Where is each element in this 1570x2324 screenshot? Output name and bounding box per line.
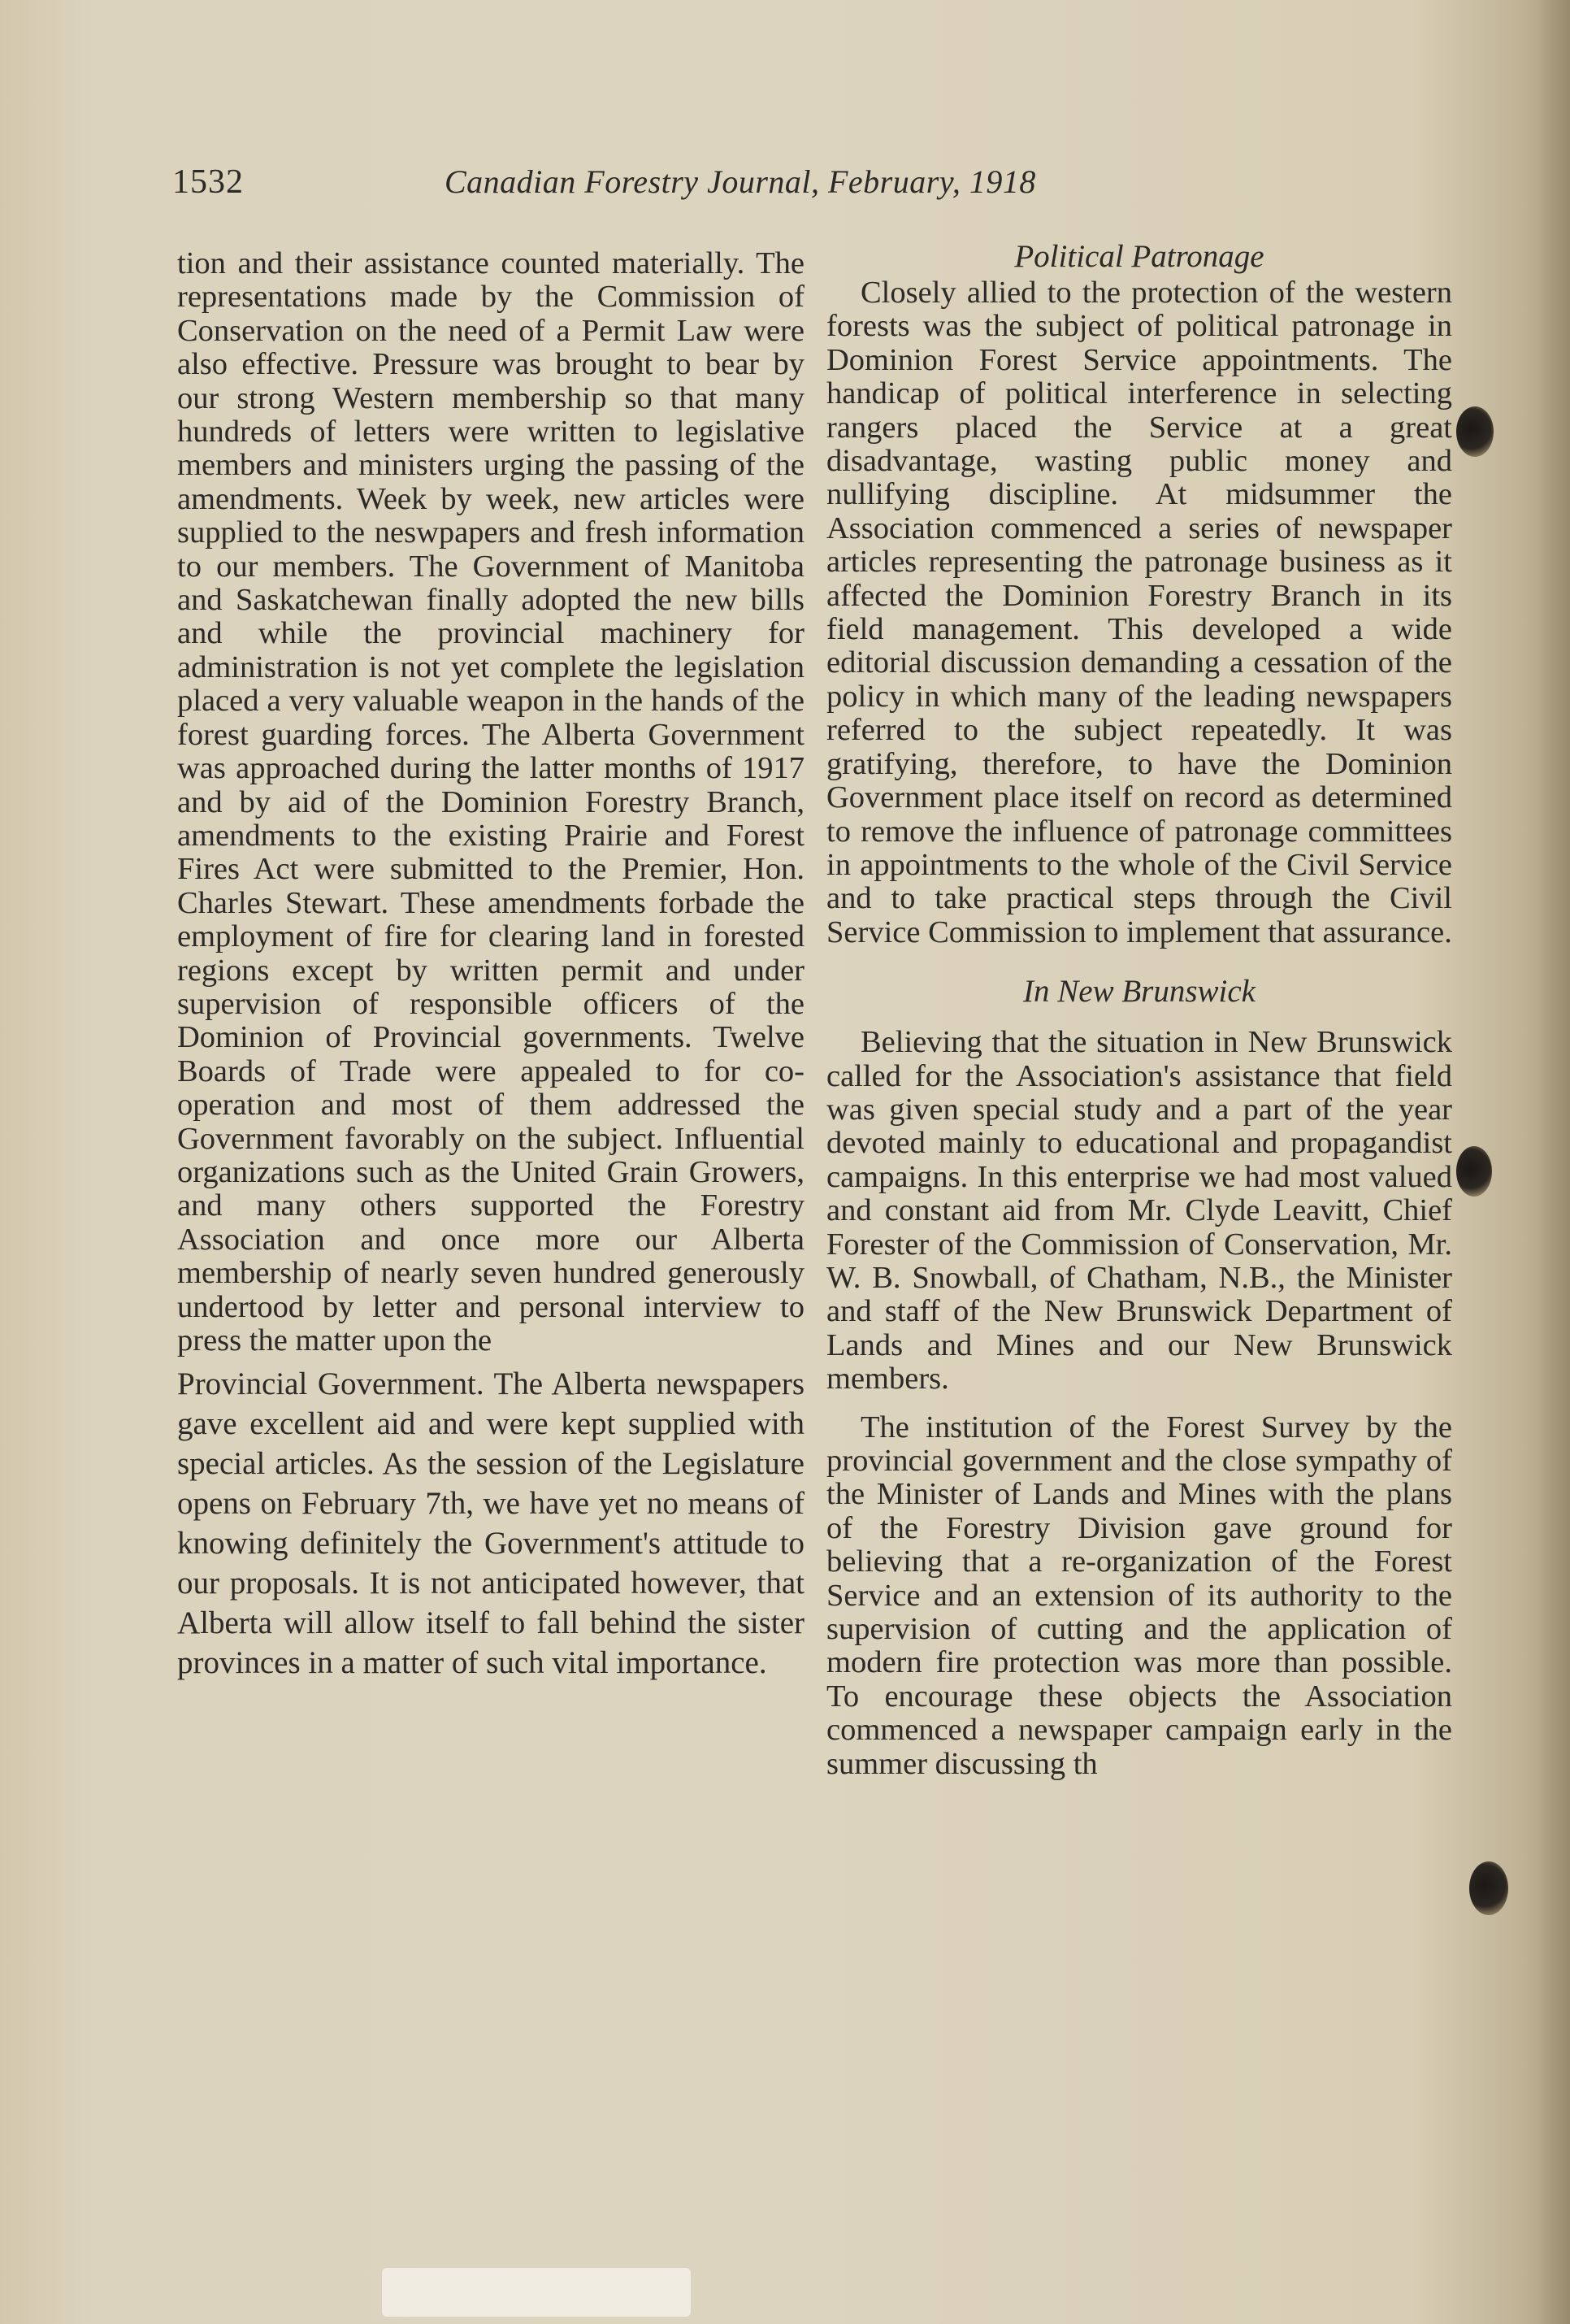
page-binding-shadow (1537, 0, 1570, 2324)
left-column (177, 247, 805, 1683)
binding-hole-top (1456, 406, 1494, 457)
right-paragraph-1: Closely allied to the protection of the western forests was the subject of political patronage in Dominion Forest Service appointments. The handicap of political interference in selecting rangers placed the Service at a great disadvantage, wasting public money and nullifying discipline. At midsummer the Association commenced a series of newspaper articles representing the patronage business as it affected the Dominion Forestry Branch in its field management. This developed a wide editorial discussion demanding a cessation of the policy in which many of the leading newspapers referred to the subject repeatedly. It was gratifying, therefore, to have the Dominion Government place itself on record as determined to remove the influence of patronage committees in appointments to the whole of the Civil Service and to take practical steps through the Civil Service Commission to implement that assurance. (826, 276, 1452, 949)
section-heading-new-brunswick: In New Brunswick (1023, 974, 1256, 1010)
right-column (826, 237, 1452, 1781)
left-paragraph-2: Provincial Government. The Alberta newspapers gave excellent aid and were kept supplied with special articles. As the session of the Legislature opens on February 7th, we have yet no means of knowing definitely the Government's attitude to our proposals. It is not anticipated however, that Alberta will allow itself to fall behind the sister provinces in a matter of such vital importance. (177, 1366, 805, 1681)
left-paragraph-1: tion and their assistance counted materially. The representations made by the Commission of Conservation on the need of a Permit Law were also effective. Pressure was brought to bear by our strong Western membership so that many hundreds of letters were written to legislative members and ministers urging the passing of the amendments. Week by week, new articles were supplied to the neswpapers and fresh information to our members. The Government of Manitoba and Saskatchewan finally adopted the new bills and while the provincial machinery for administration is not yet complete the legislation placed a very valuable weapon in the hands of the forest guarding forces. The Alberta Government was approached during the latter months of 1917 and by aid of the Dominion Forestry Branch, amendments to the existing Prairie and Forest Fires Act were submitted to the Premier, Hon. Charles Stewart. These amendments forbade the employment of fire for clearing land in forested regions except by written permit and under supervision of responsible officers of the Dominion of Provincial governments. Twelve Boards of Trade were appealed to for co-operation and most of them addressed the Government favorably on the subject. Influential organizations such as the United Grain Growers, and many others supported the Forestry Association and once more our Alberta membership of nearly seven hundred generously undertood by letter and personal interview to press the matter upon the (177, 246, 805, 1357)
page-number: 1532 (172, 163, 244, 201)
right-paragraph-3: The institution of the Forest Survey by the provincial government and the close sympathy of the Minister of Lands and Mines with the plans of the Forestry Division gave ground for believing that a re-organization of the Forest Service and an extension of its authority to the supervision of cutting and the application of modern fire protection was more than possible. To encourage these objects the Association commenced a newspaper campaign early in the summer discussing th (826, 1410, 1452, 1781)
binding-hole-bottom (1469, 1861, 1508, 1915)
section-heading-political-patronage: Political Patronage (1014, 239, 1264, 274)
paper-smudge (382, 2268, 691, 2317)
binding-hole-middle (1456, 1146, 1492, 1197)
right-paragraph-2: Believing that the situation in New Brunswick called for the Association's assistance that field was given special study and a part of the year devoted mainly to educational and propagandist campaigns. In this enterprise we had most valued and constant aid from Mr. Clyde Leavitt, Chief Forester of the Commission of Conservation, Mr. W. B. Snowball, of Chatham, N.B., the Minister and staff of the New Brunswick Department of Lands and Mines and our New Brunswick members. (826, 1025, 1452, 1397)
page-header (172, 163, 1440, 211)
running-head: Canadian Forestry Journal, February, 1918 (445, 163, 1036, 200)
